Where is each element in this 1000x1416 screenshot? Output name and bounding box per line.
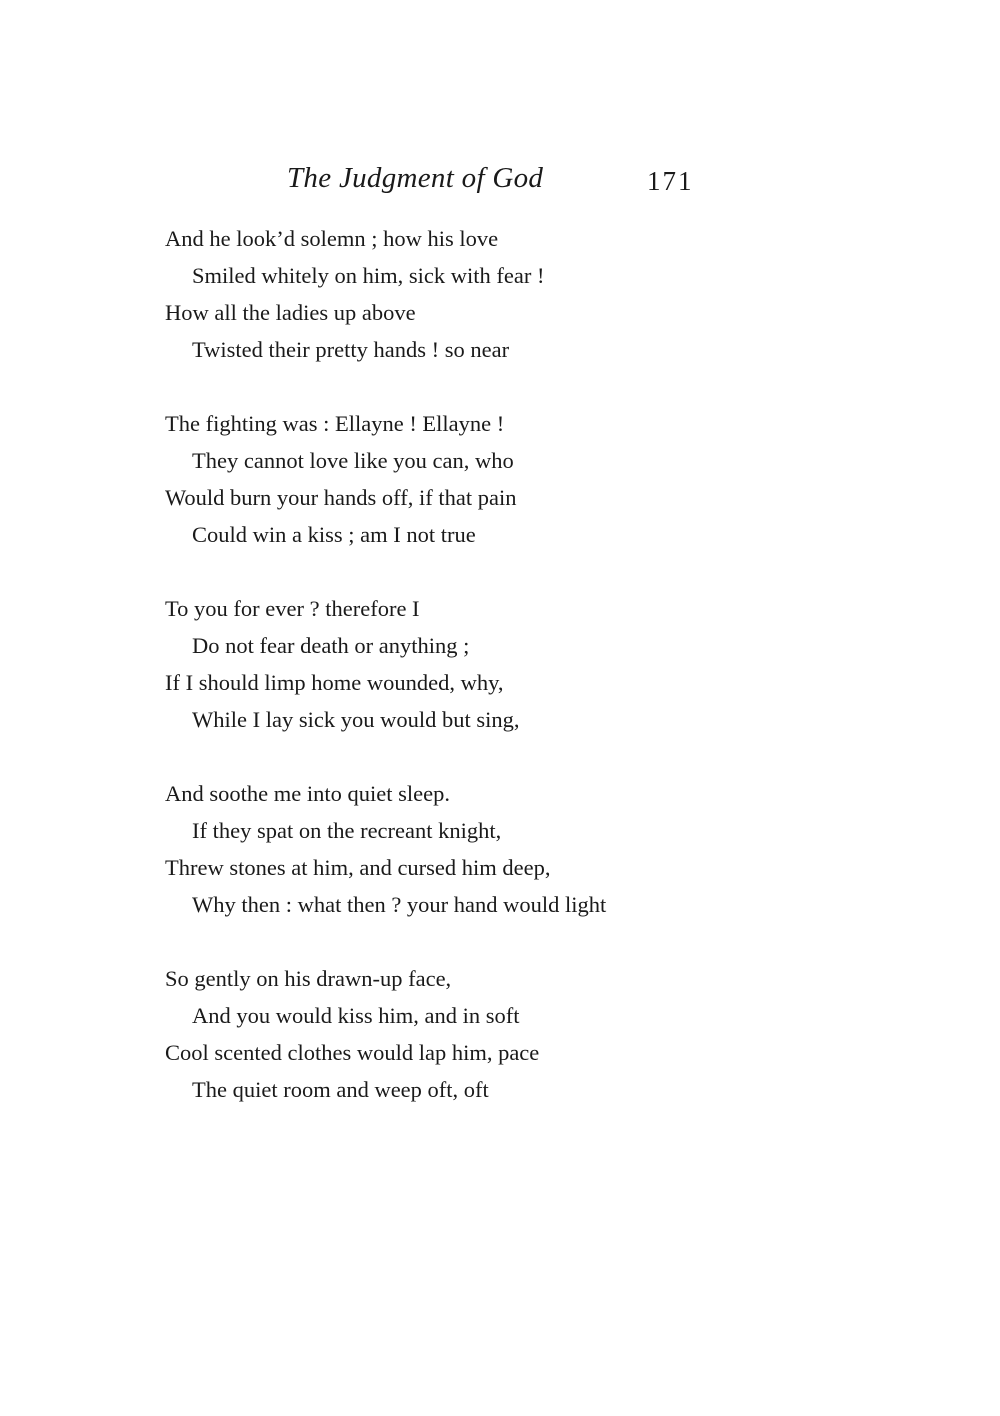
stanza-1	[165, 220, 725, 368]
stanza-2	[165, 405, 725, 553]
running-title: The Judgment of God	[287, 162, 544, 194]
poem-line: To you for ever ? therefore I	[165, 596, 420, 621]
poem-line: How all the ladies up above	[165, 300, 416, 325]
poem-line: Twisted their pretty hands ! so near	[192, 337, 510, 362]
poem-line: And soothe me into quiet sleep.	[165, 781, 450, 806]
poem-line: Would burn your hands off, if that pain	[165, 485, 517, 510]
poem-line: Smiled whitely on him, sick with fear !	[192, 263, 545, 288]
poem-line: And he look’d solemn ; how his love	[165, 226, 499, 251]
poem-line: Could win a kiss ; am I not true	[192, 522, 476, 547]
poem-line: If I should limp home wounded, why,	[165, 670, 504, 695]
poem-line: Why then : what then ? your hand would light	[192, 892, 607, 917]
page-number: 171	[647, 166, 694, 196]
poem-line: So gently on his drawn-up face,	[165, 966, 452, 991]
poem-line: They cannot love like you can, who	[192, 448, 514, 473]
poem-line: Cool scented clothes would lap him, pace	[165, 1040, 540, 1065]
poem-line: And you would kiss him, and in soft	[192, 1003, 520, 1028]
poem-line: If they spat on the recreant knight,	[192, 818, 502, 843]
poem	[165, 220, 725, 1145]
running-head	[0, 162, 1000, 202]
stanza-3	[165, 590, 725, 738]
poem-line: Do not fear death or anything ;	[192, 633, 470, 658]
poem-line: Threw stones at him, and cursed him deep,	[165, 855, 551, 880]
stanza-4	[165, 775, 725, 923]
poem-line: While I lay sick you would but sing,	[192, 707, 520, 732]
stanza-5	[165, 960, 725, 1108]
poem-line: The fighting was : Ellayne ! Ellayne !	[165, 411, 505, 436]
poem-line: The quiet room and weep oft, oft	[192, 1077, 489, 1102]
